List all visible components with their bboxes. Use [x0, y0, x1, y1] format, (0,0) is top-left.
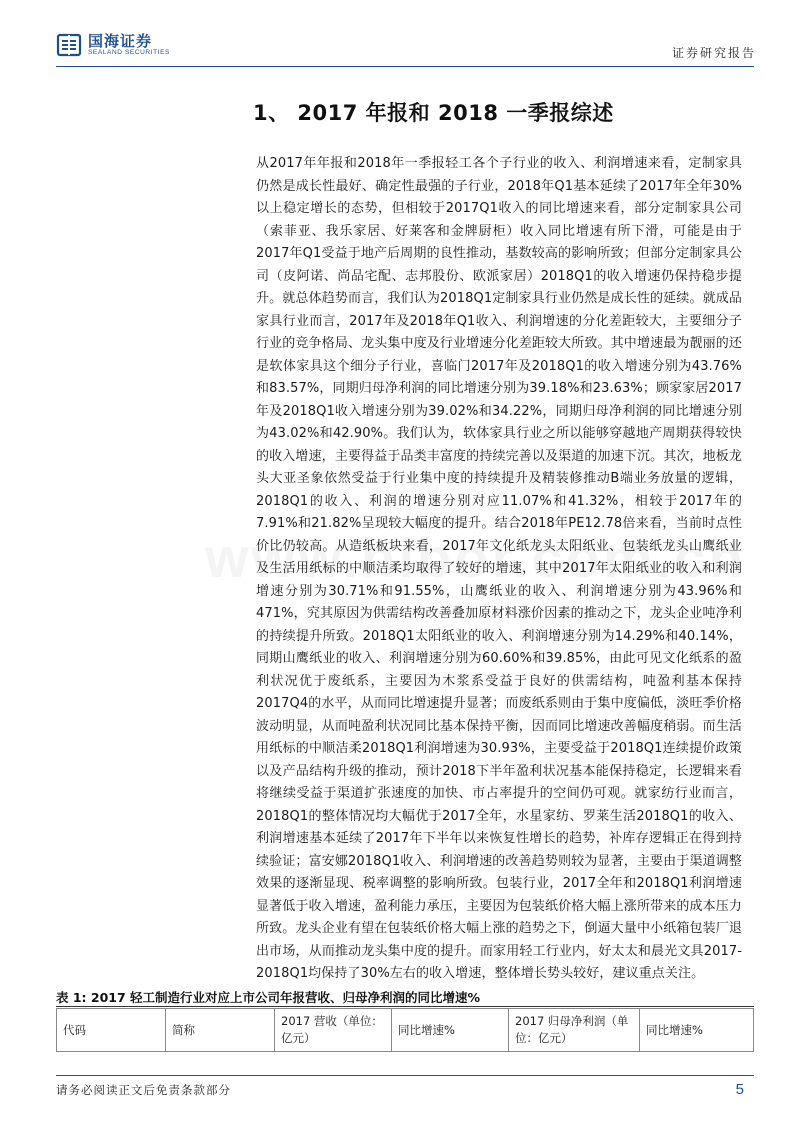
earnings-table	[56, 1008, 754, 1052]
table-header-row	[57, 1009, 754, 1052]
body-paragraph: 从2017年年报和2018年一季报轻工各个子行业的收入、利润增速来看，定制家具仍然是成长性最好、确定性最强的子行业，2018年Q1基本延续了2017年全年30%以上稳定增长的态势，但相较于2017Q1收入的同比增速来看，部分定制家具公司（索菲亚、我乐家居、好莱客和金牌厨柜）收入同比增速有所下滑，可能是由于2017年Q1受益于地产后周期的良性推动，基数较高的影响所致；但部分定制家具公司（皮阿诺、尚品宅配、志邦股份、欧派家居）2018Q1的收入增速仍保持稳步提升。就总体趋势而言，我们认为2018Q1定制家具行业仍然是成长性的延续。就成品家具行业而言，2017年及2018年Q1收入、利润增速的分化差距较大，主要细分子行业的竞争格局、龙头集中度及行业增速分化差距较大所致。其中增速最为靓丽的还是软体家具这个细分子行业，喜临门2017年及2018Q1的收入增速分别为43.76%和83.57%，同期归母净利润的同比增速分别为39.18%和23.63%；顾家家居2017年及2018Q1收入增速分别为39.02%和34.22%，同期归母净利润的同比增速分别为43.02%和42.90%。我们认为，软体家具行业之所以能够穿越地产周期获得较快的收入增速，主要得益于品类丰富度的持续完善以及渠道的加速下沉。其次，地板龙头大亚圣象依然受益于行业集中度的持续提升及精装修推动B端业务放量的逻辑，2018Q1的收入、利润的增速分别对应11.07%和41.32%，相较于2017年的7.91%和21.82%呈现较大幅度的提升。结合2018年PE12.78倍来看，当前时点性价比仍较高。从造纸板块来看，2017年文化纸龙头太阳纸业、包装纸龙头山鹰纸业及生活用纸标的中顺洁柔均取得了较好的增速，其中2017年太阳纸业的收入和利润增速分别为30.71%和91.55%，山鹰纸业的收入、利润增速分别为43.96%和471%，究其原因为供需结构改善叠加原材料涨价因素的推动之下，龙头企业吨净利的持续提升所致。2018Q1太阳纸业的收入、利润增速分别为14.29%和40.14%，同期山鹰纸业的收入、利润增速分别为60.60%和39.85%，由此可见文化纸系的盈利状况优于废纸系，主要因为木浆系受益于良好的供需结构，吨盈利基本保持2017Q4的水平，从而同比增速提升显著；而废纸系则由于集中度偏低，淡旺季价格波动明显，从而吨盈利状况同比基本保持平衡，因而同比增速改善幅度稍弱。而生活用纸标的中顺洁柔2018Q1利润增速为30.93%，主要受益于2018Q1连续提价政策以及产品结构升级的推动，预计2018下半年盈利状况基本能保持稳定，长逻辑来看将继续受益于渠道扩张速度的加快、市占率提升的空间仍可观。就家纺行业而言，2018Q1的整体情况均大幅优于2017全年，水星家纺、罗莱生活2018Q1的收入、利润增速基本延续了2017年下半年以来恢复性增长的趋势，补库存逻辑正在得到持续验证；富安娜2018Q1收入、利润增速的改善趋势则较为显著，主要由于渠道调整效果的逐渐显现、税率调整的影响所致。包装行业，2017全年和2018Q1利润增速显著低于收入增速，盈利能力承压，主要因为包装纸价格大幅上涨所带来的成本压力所致。龙头企业有望在包装纸价格大幅上涨的趋势之下，倒逼大量中小纸箱包装厂退出市场，从而推动龙头集中度的提升。而家用轻工行业内，好太太和晨光文具2017-2018Q1均保持了30%左右的收入增速，整体增长势头较好，建议重点关注。	[256, 156, 742, 981]
brand-name-cn: 国海证券	[88, 32, 153, 50]
footer-divider	[56, 1075, 754, 1076]
col-header-revenue: 2017 营收（单位：亿元）	[275, 1009, 392, 1052]
table-caption: 表 1: 2017 轻工制造行业对应上市公司年报营收、归母净利润的同比增速%	[56, 990, 481, 1005]
sealand-logo-icon	[56, 32, 82, 58]
page-number: 5	[735, 1081, 744, 1098]
col-header-revenue-growth: 同比增速%	[392, 1009, 509, 1052]
brand-logo	[56, 32, 170, 58]
page-header	[56, 30, 756, 70]
footer-disclaimer: 请务必阅读正文后免责条款部分	[56, 1083, 231, 1097]
section-title: 1、 2017 年报和 2018 一季报综述	[253, 101, 614, 125]
col-header-name: 简称	[166, 1009, 275, 1052]
col-header-net-profit: 2017 归母净利润（单位：亿元）	[509, 1009, 640, 1052]
table-top-rule	[56, 1006, 754, 1007]
col-header-profit-growth: 同比增速%	[640, 1009, 754, 1052]
header-divider	[56, 66, 754, 67]
brand-name-en: SEALAND SECURITIES	[88, 49, 170, 56]
report-type-label: 证券研究报告	[671, 46, 756, 60]
col-header-code: 代码	[57, 1009, 166, 1052]
